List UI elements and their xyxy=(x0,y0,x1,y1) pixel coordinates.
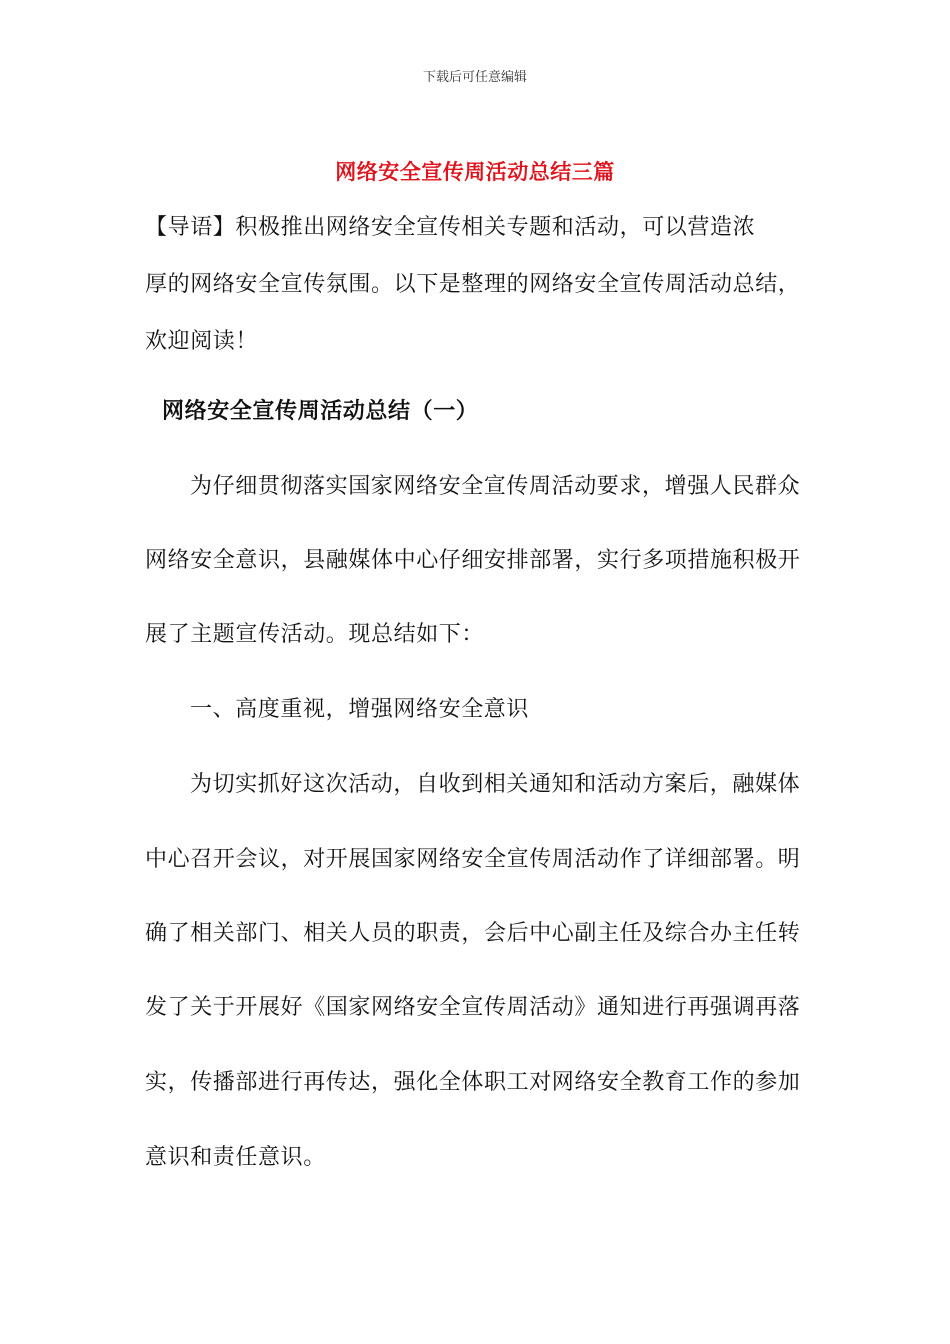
paragraph-line: 确了相关部门、相关人员的职责，会后中心副主任及综合办主任转 xyxy=(145,921,801,946)
document-title: 网络安全宣传周活动总结三篇 xyxy=(335,159,615,184)
paragraph-line: 中心召开会议，对开展国家网络安全宣传周活动作了详细部署。明 xyxy=(145,847,801,872)
paragraph-line: 发了关于开展好《国家网络安全宣传周活动》通知进行再强调再落 xyxy=(145,995,801,1020)
subheading: 一、高度重视，增强网络安全意识 xyxy=(190,697,530,722)
paragraph-line: 实，传播部进行再传达，强化全体职工对网络安全教育工作的参加 xyxy=(145,1070,801,1095)
paragraph-line: 为切实抓好这次活动，自收到相关通知和活动方案后，融媒体 xyxy=(190,772,801,797)
intro-line: 厚的网络安全宣传氛围。以下是整理的网络安全宣传周活动总结， xyxy=(145,272,801,297)
paragraph-line: 网络安全意识，县融媒体中心仔细安排部署，实行多项措施积极开 xyxy=(145,548,801,573)
section-heading: 网络安全宣传周活动总结（一） xyxy=(162,398,479,424)
paragraph-line: 意识和责任意识。 xyxy=(145,1145,326,1170)
paragraph-line: 展了主题宣传活动。现总结如下： xyxy=(145,622,485,647)
header-note: 下载后可任意编辑 xyxy=(422,70,527,85)
intro-line: 【导语】积极推出网络安全宣传相关专题和活动，可以营造浓 xyxy=(145,215,756,240)
paragraph-line: 为仔细贯彻落实国家网络安全宣传周活动要求，增强人民群众 xyxy=(190,474,801,499)
intro-line: 欢迎阅读！ xyxy=(145,329,259,354)
